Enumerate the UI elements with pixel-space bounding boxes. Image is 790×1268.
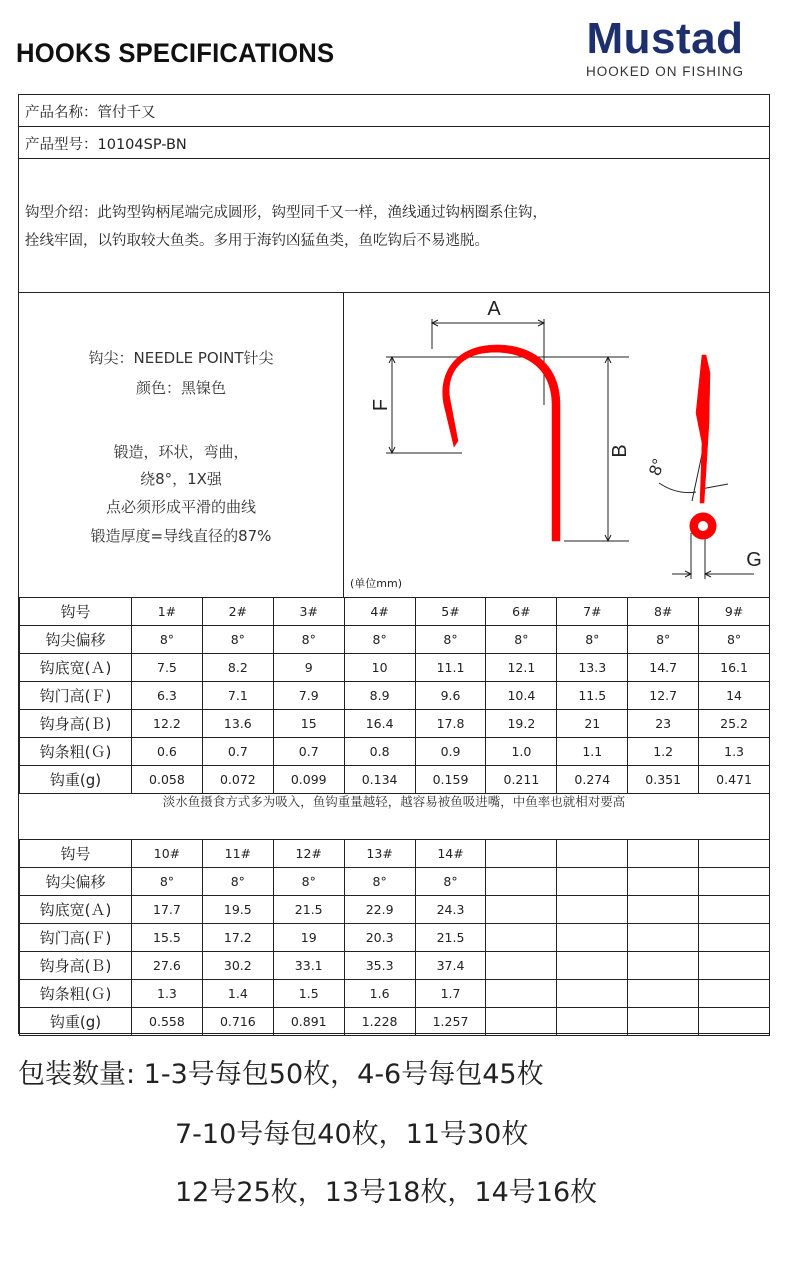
label-a: A bbox=[487, 298, 501, 320]
table-cell: 11# bbox=[202, 840, 273, 868]
table-cell bbox=[628, 952, 699, 980]
table-cell: 8° bbox=[486, 626, 557, 654]
table-cell: 4# bbox=[344, 598, 415, 626]
spec-thickness: 锻造厚度=导线直径的87% bbox=[90, 527, 272, 545]
table-row bbox=[20, 682, 770, 710]
freshwater-note: 淡水鱼摄食方式多为吸入，鱼钩重量越轻，越容易被鱼吸进嘴，中鱼率也就相对要高 bbox=[162, 794, 626, 809]
table-cell: 8° bbox=[344, 626, 415, 654]
table-cell: 8° bbox=[273, 626, 344, 654]
hook-diagram bbox=[344, 293, 769, 597]
table-cell: 15.5 bbox=[132, 924, 203, 952]
spec-table-1-body bbox=[20, 598, 770, 794]
table-cell: 13# bbox=[344, 840, 415, 868]
table-cell: 21.5 bbox=[273, 896, 344, 924]
table-cell: 14.7 bbox=[628, 654, 699, 682]
table-cell: 16.4 bbox=[344, 710, 415, 738]
table-cell: 8° bbox=[415, 626, 486, 654]
spec-color: 颜色：黑镍色 bbox=[135, 379, 226, 397]
row-header-cell: 钩底宽(Ａ) bbox=[20, 654, 132, 682]
row-header-cell: 钩底宽(Ａ) bbox=[20, 896, 132, 924]
table-cell: 13.6 bbox=[202, 710, 273, 738]
table-cell: 2# bbox=[202, 598, 273, 626]
table-cell: 6# bbox=[486, 598, 557, 626]
table-cell bbox=[486, 896, 557, 924]
table-cell: 14 bbox=[699, 682, 770, 710]
label-b: B bbox=[609, 444, 631, 458]
table-cell: 1# bbox=[132, 598, 203, 626]
table-cell bbox=[628, 840, 699, 868]
table-cell bbox=[557, 952, 628, 980]
intro-line-2: 拴线牢固，以钓取较大鱼类。多用于海钓凶猛鱼类，鱼吃钩后不易逃脱。 bbox=[25, 233, 489, 249]
table-cell: 1.257 bbox=[415, 1008, 486, 1036]
table-cell: 1.2 bbox=[628, 738, 699, 766]
table-cell: 0.351 bbox=[628, 766, 699, 794]
table-cell: 12# bbox=[273, 840, 344, 868]
table-cell: 1.3 bbox=[699, 738, 770, 766]
table-row bbox=[20, 980, 770, 1008]
product-model: 产品型号：10104SP-BN bbox=[25, 137, 187, 153]
row-header-cell: 钩身高(Ｂ) bbox=[20, 710, 132, 738]
hook-intro bbox=[25, 199, 547, 255]
table-cell: 9# bbox=[699, 598, 770, 626]
table-cell: 1.0 bbox=[486, 738, 557, 766]
table-cell: 5# bbox=[415, 598, 486, 626]
table-cell: 11.1 bbox=[415, 654, 486, 682]
table-cell: 0.159 bbox=[415, 766, 486, 794]
table-row bbox=[20, 710, 770, 738]
table-cell: 0.716 bbox=[202, 1008, 273, 1036]
spec-forge: 锻造，环状，弯曲， bbox=[113, 443, 249, 461]
table-cell: 35.3 bbox=[344, 952, 415, 980]
table-cell: 8° bbox=[415, 868, 486, 896]
table-cell: 22.9 bbox=[344, 896, 415, 924]
row-header-cell: 钩条粗(Ｇ) bbox=[20, 738, 132, 766]
table-cell: 8° bbox=[132, 626, 203, 654]
table-cell bbox=[557, 868, 628, 896]
table-cell: 7.5 bbox=[132, 654, 203, 682]
table-cell bbox=[699, 896, 770, 924]
table-cell: 6.3 bbox=[132, 682, 203, 710]
product-name: 产品名称：管付千又 bbox=[25, 105, 156, 121]
table-cell: 3# bbox=[273, 598, 344, 626]
row-header-cell: 钩门高(Ｆ) bbox=[20, 682, 132, 710]
spec-sheet bbox=[18, 94, 770, 1034]
product-model-row bbox=[19, 127, 769, 159]
spec-table-2-body bbox=[20, 840, 770, 1036]
table-cell bbox=[486, 980, 557, 1008]
brand-tagline: HOOKED ON FISHING bbox=[585, 64, 744, 79]
table-cell: 10.4 bbox=[486, 682, 557, 710]
row-header-cell: 钩重(g) bbox=[20, 1008, 132, 1036]
intro-line-1: 钩型介绍：此钩型钩柄尾端完成圆形，钩型同千又一样，渔线通过钩柄圈系住钩， bbox=[25, 205, 547, 221]
table-cell: 30.2 bbox=[202, 952, 273, 980]
label-g: G bbox=[746, 549, 762, 571]
table-cell: 17.2 bbox=[202, 924, 273, 952]
row-header-cell: 钩尖偏移 bbox=[20, 868, 132, 896]
table-cell: 0.9 bbox=[415, 738, 486, 766]
packaging-line-3: 12号25枚，13号18枚，14号16枚 bbox=[175, 1177, 598, 1208]
table-cell bbox=[699, 980, 770, 1008]
table-cell bbox=[628, 924, 699, 952]
table-row bbox=[20, 868, 770, 896]
table-cell: 9 bbox=[273, 654, 344, 682]
table-cell: 7.1 bbox=[202, 682, 273, 710]
table-cell: 8° bbox=[557, 626, 628, 654]
table-cell: 12.2 bbox=[132, 710, 203, 738]
table-cell: 1.7 bbox=[415, 980, 486, 1008]
table-row bbox=[20, 626, 770, 654]
table-cell: 7.9 bbox=[273, 682, 344, 710]
table-row bbox=[20, 598, 770, 626]
table-cell: 0.8 bbox=[344, 738, 415, 766]
table-cell: 8° bbox=[699, 626, 770, 654]
table-cell bbox=[699, 840, 770, 868]
table-cell: 37.4 bbox=[415, 952, 486, 980]
table-cell: 20.3 bbox=[344, 924, 415, 952]
table-cell: 8.2 bbox=[202, 654, 273, 682]
table-row bbox=[20, 738, 770, 766]
table-cell: 0.134 bbox=[344, 766, 415, 794]
unit-label: (单位mm) bbox=[350, 577, 403, 590]
table-cell bbox=[628, 868, 699, 896]
label-angle: 8° bbox=[645, 456, 669, 479]
table-cell bbox=[557, 840, 628, 868]
table-cell: 8° bbox=[202, 868, 273, 896]
spec-offset: 绕8°，1X强 bbox=[140, 470, 222, 488]
table-cell bbox=[486, 1008, 557, 1036]
table-cell: 11.5 bbox=[557, 682, 628, 710]
row-header-cell: 钩号 bbox=[20, 840, 132, 868]
table-row bbox=[20, 654, 770, 682]
table-cell: 19.2 bbox=[486, 710, 557, 738]
table-cell bbox=[557, 924, 628, 952]
table-cell: 25.2 bbox=[699, 710, 770, 738]
table-row bbox=[20, 766, 770, 794]
row-header-cell: 钩重(g) bbox=[20, 766, 132, 794]
table-cell bbox=[486, 868, 557, 896]
table-cell: 23 bbox=[628, 710, 699, 738]
brand-logo bbox=[560, 14, 770, 79]
spec-table-2 bbox=[19, 839, 770, 1036]
table-cell: 14# bbox=[415, 840, 486, 868]
label-f: F bbox=[370, 398, 392, 412]
table-cell: 0.558 bbox=[132, 1008, 203, 1036]
table-cell: 8° bbox=[202, 626, 273, 654]
table-cell: 1.3 bbox=[132, 980, 203, 1008]
table-cell: 1.5 bbox=[273, 980, 344, 1008]
table-cell bbox=[699, 868, 770, 896]
table-cell: 16.1 bbox=[699, 654, 770, 682]
table-cell: 8° bbox=[628, 626, 699, 654]
spec-table-1 bbox=[19, 597, 770, 794]
table-cell: 1.6 bbox=[344, 980, 415, 1008]
table-cell: 0.7 bbox=[202, 738, 273, 766]
table-cell: 0.471 bbox=[699, 766, 770, 794]
row-header-cell: 钩身高(Ｂ) bbox=[20, 952, 132, 980]
table-cell: 8.9 bbox=[344, 682, 415, 710]
row-header-cell: 钩号 bbox=[20, 598, 132, 626]
table-cell bbox=[486, 952, 557, 980]
table-cell: 0.058 bbox=[132, 766, 203, 794]
table-cell: 15 bbox=[273, 710, 344, 738]
table-cell: 21.5 bbox=[415, 924, 486, 952]
page-title: HOOKS SPECIFICATIONS bbox=[16, 38, 335, 68]
spec-curve: 点必须形成平滑的曲线 bbox=[105, 498, 256, 516]
table-cell bbox=[628, 896, 699, 924]
table-cell: 7# bbox=[557, 598, 628, 626]
table-cell: 12.7 bbox=[628, 682, 699, 710]
table-cell: 0.072 bbox=[202, 766, 273, 794]
table-cell: 13.3 bbox=[557, 654, 628, 682]
table-cell: 0.891 bbox=[273, 1008, 344, 1036]
table-cell: 21 bbox=[557, 710, 628, 738]
table-cell: 1.4 bbox=[202, 980, 273, 1008]
product-name-row bbox=[19, 95, 769, 127]
table-cell: 17.8 bbox=[415, 710, 486, 738]
table-cell bbox=[628, 1008, 699, 1036]
table-cell bbox=[557, 980, 628, 1008]
row-header-cell: 钩门高(Ｆ) bbox=[20, 924, 132, 952]
table-cell bbox=[628, 980, 699, 1008]
table-cell: 10 bbox=[344, 654, 415, 682]
table-cell: 17.7 bbox=[132, 896, 203, 924]
table-cell bbox=[699, 1008, 770, 1036]
table-row bbox=[20, 952, 770, 980]
row-header-cell: 钩尖偏移 bbox=[20, 626, 132, 654]
table-cell: 12.1 bbox=[486, 654, 557, 682]
table-cell: 0.099 bbox=[273, 766, 344, 794]
table-cell: 0.6 bbox=[132, 738, 203, 766]
table-row bbox=[20, 924, 770, 952]
packaging-line-1: 包装数量: 1-3号每包50枚，4-6号每包45枚 bbox=[18, 1059, 544, 1090]
table-cell: 19.5 bbox=[202, 896, 273, 924]
table-cell: 24.3 bbox=[415, 896, 486, 924]
table-row bbox=[20, 840, 770, 868]
table-cell: 1.228 bbox=[344, 1008, 415, 1036]
table-cell: 27.6 bbox=[132, 952, 203, 980]
table-cell: 33.1 bbox=[273, 952, 344, 980]
table-cell bbox=[699, 952, 770, 980]
table-cell bbox=[486, 840, 557, 868]
table-row bbox=[20, 896, 770, 924]
table-cell: 0.274 bbox=[557, 766, 628, 794]
packaging-line-2: 7-10号每包40枚，11号30枚 bbox=[175, 1119, 529, 1150]
spec-description bbox=[19, 293, 344, 597]
table-row bbox=[20, 1008, 770, 1036]
table-cell: 8° bbox=[344, 868, 415, 896]
table-cell bbox=[557, 1008, 628, 1036]
brand-name: Mustad bbox=[586, 14, 744, 63]
table-cell: 8# bbox=[628, 598, 699, 626]
table-cell: 8° bbox=[132, 868, 203, 896]
table-cell bbox=[557, 896, 628, 924]
table-cell bbox=[699, 924, 770, 952]
table-cell: 1.1 bbox=[557, 738, 628, 766]
table-cell: 9.6 bbox=[415, 682, 486, 710]
table-cell: 10# bbox=[132, 840, 203, 868]
table-cell: 0.211 bbox=[486, 766, 557, 794]
spec-point: 钩尖：NEEDLE POINT针尖 bbox=[88, 349, 274, 367]
table-cell: 19 bbox=[273, 924, 344, 952]
table-cell bbox=[486, 924, 557, 952]
table-cell: 8° bbox=[273, 868, 344, 896]
table-cell: 0.7 bbox=[273, 738, 344, 766]
row-header-cell: 钩条粗(Ｇ) bbox=[20, 980, 132, 1008]
